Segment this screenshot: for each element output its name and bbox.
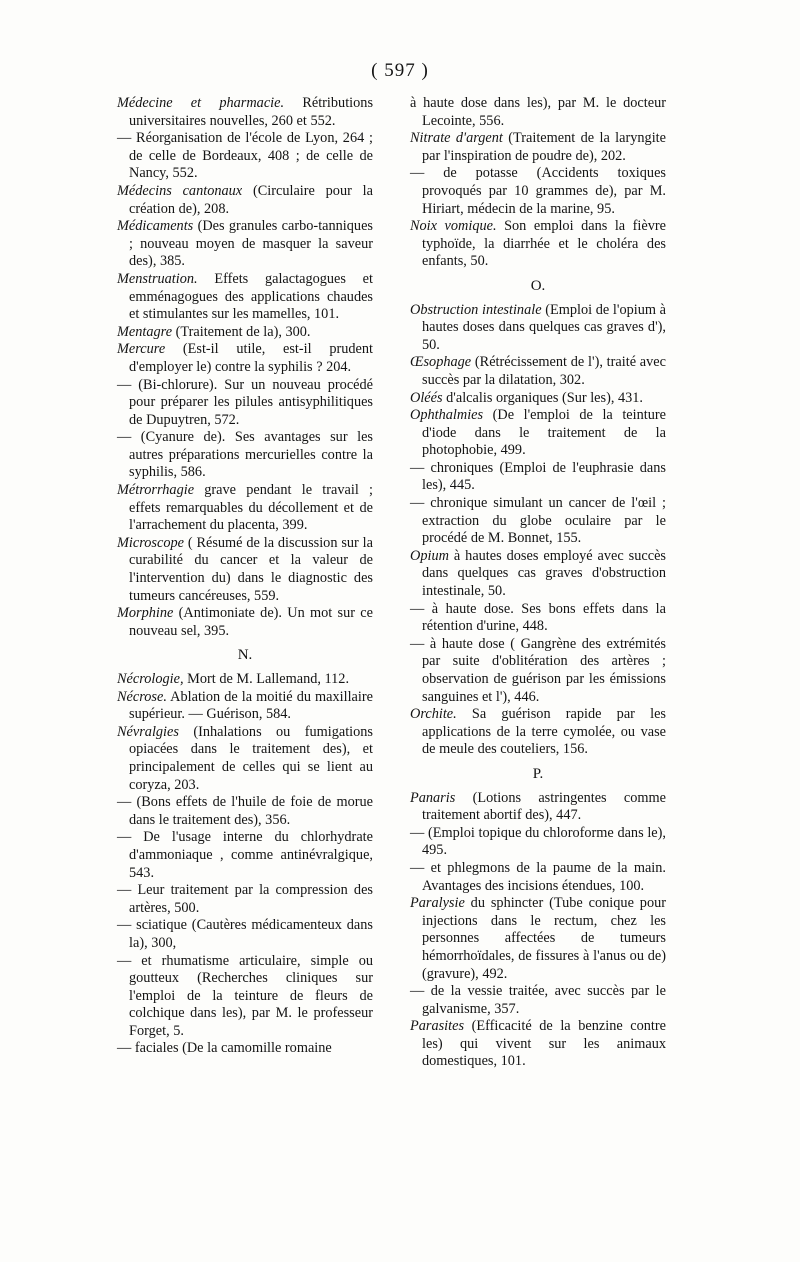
index-entry [410, 825, 666, 860]
index-entry-text: grave pendant le travail ; effets remarquables du décollement et de l'arrachement du placenta, 399. [129, 482, 373, 534]
index-entry [410, 1018, 666, 1071]
index-entry [410, 460, 666, 495]
index-entry [117, 95, 373, 130]
index-entry-text: à haute dose dans les), par M. le docteur Lecointe, 556. [410, 95, 666, 129]
index-entry-text: — (Cyanure de). Ses avantages sur les autres préparations mercurielles contre la syphilis, 586. [117, 429, 373, 481]
index-entry [410, 407, 666, 460]
index-entry [410, 218, 666, 271]
index-term: Métrorrhagie [117, 482, 195, 499]
index-entry [117, 341, 373, 376]
index-entry [410, 165, 666, 218]
index-entry-text: — sciatique (Cautères médicamenteux dans la), 300, [117, 917, 373, 951]
index-entry [117, 689, 373, 724]
index-entry-text: — (Bons effets de l'huile de foie de morue dans le traitement des), 356. [117, 794, 373, 828]
index-term: Morphine [117, 605, 174, 622]
index-entry-text: — (Bi-chlorure). Sur un nouveau procédé pour préparer les pilules antisyphilitiques de Dupuytren, 572. [117, 376, 373, 428]
index-entry-text: (Antimoniate de). Un mot sur ce nouveau sel, 395. [129, 605, 373, 639]
index-entry [117, 917, 373, 952]
index-entry [410, 860, 666, 895]
index-entry [410, 895, 666, 983]
index-entry-text: d'alcalis organiques (Sur les), 431. [442, 389, 644, 406]
index-entry-text: Son emploi dans la fièvre typhoïde, la diarrhée et le choléra des enfants, 50. [422, 218, 666, 270]
index-entry [117, 605, 373, 640]
index-entry [410, 354, 666, 389]
right-column [410, 95, 666, 1071]
index-term: Panaris [410, 789, 456, 806]
index-entry [410, 130, 666, 165]
page-number: ( 597 ) [371, 60, 429, 81]
index-entry [410, 983, 666, 1018]
index-entry-text: Effets galactagogues et emménagogues des applications chaudes et stimulantes sur les mamelles, 101. [129, 270, 373, 323]
index-term: Médecins cantonaux [117, 182, 243, 199]
index-entry [117, 218, 373, 271]
index-entry-text: — et phlegmons de la paume de la main. Avantages des incisions étendues, 100. [410, 859, 666, 894]
index-term: Menstruation. [117, 270, 198, 287]
index-term: Mercure [117, 341, 166, 358]
index-entry [117, 535, 373, 605]
section-letter: N. [237, 647, 253, 664]
index-term: Nécrose. [117, 688, 167, 705]
index-term: Parasites [410, 1018, 465, 1035]
index-entry [117, 794, 373, 829]
index-term: Œsophage [410, 354, 472, 371]
index-entry [410, 390, 666, 408]
index-term: Nitrate d'argent [410, 130, 503, 147]
index-entry [117, 882, 373, 917]
index-entry-text: — et rhumatisme articulaire, simple ou goutteux (Recherches cliniques sur l'emploi de la teinture de fleurs de colchique dans les), par M. le professeur Forget, 5. [117, 952, 373, 1039]
index-entry [410, 95, 666, 130]
index-term: Microscope [117, 534, 184, 551]
index-entry-text: (Traitement de la laryngite par l'inspiration de poudre de), 202. [422, 130, 666, 164]
index-entry-text: (Lotions astringentes comme traitement abortif des), 447. [422, 789, 666, 824]
index-entry [410, 636, 666, 706]
index-entry [117, 829, 373, 882]
index-entry-text: — De l'usage interne du chlorhydrate d'ammoniaque , comme antinévralgique, 543. [117, 829, 373, 881]
index-term: Médicaments [117, 218, 194, 235]
index-entry-text: — de la vessie traitée, avec succès par le galvanisme, 357. [410, 983, 666, 1017]
index-entry [410, 302, 666, 355]
index-term: Mentagre [117, 323, 173, 340]
index-entry-text: — Réorganisation de l'école de Lyon, 264 ; de celle de Bordeaux, 408 ; de celle de Nancy, 552. [117, 130, 373, 182]
index-entry [117, 130, 373, 183]
index-entry [410, 601, 666, 636]
index-term: Névralgies [117, 723, 179, 740]
index-entry-text: Rétributions universitaires nouvelles, 260 et 552. [129, 95, 374, 129]
index-entry [117, 324, 373, 342]
index-entry [117, 271, 373, 324]
index-entry-text: du sphincter (Tube conique pour injections dans le rectum, chez les personnes affectées de tumeurs hémorrhoïdales, de fissures à l'anus ou de) (gravure), 492. [422, 895, 666, 982]
index-entry-text: (Rétrécissement de l'), traité avec succès par la dilatation, 302. [422, 354, 666, 388]
index-entry [117, 724, 373, 794]
index-entry-text: (Des granules carbo-tanniques ; nouveau moyen de masquer la saveur des), 385. [129, 218, 373, 270]
index-entry-text: — à haute dose. Ses bons effets dans la rétention d'urine, 448. [410, 600, 666, 635]
index-entry-text: — de potasse (Accidents toxiques provoqués par 10 grammes de), par M. Hiriart, médecin de la marine, 95. [410, 165, 666, 217]
index-entry-text: (Emploi de l'opium à hautes doses dans quelques cas graves d'), 50. [422, 301, 666, 353]
index-entry-text: — (Emploi topique du chloroforme dans le), 495. [410, 824, 666, 859]
section-letter: P. [532, 765, 544, 782]
index-entry [117, 671, 373, 689]
index-term: Nécrologie, [117, 671, 184, 687]
index-entry [117, 1040, 373, 1058]
index-entry-text: — Leur traitement par la compression des artères, 500. [117, 882, 373, 916]
index-entry-text: — faciales (De la camomille romaine [117, 1040, 332, 1057]
index-entry-text: (De l'emploi de la teinture d'iode dans le traitement de la photophobie, 499. [422, 407, 666, 459]
index-entry-text: (Est-il utile, est-il prudent d'employer le) contre la syphilis ? 204. [129, 341, 373, 375]
index-entry-text: Ablation de la moitié du maxillaire supérieur. — Guérison, 584. [129, 688, 373, 723]
section-letter: O. [530, 277, 546, 294]
index-entry [117, 377, 373, 430]
index-entry [410, 495, 666, 548]
index-term: Obstruction intestinale [410, 301, 542, 318]
index-entry-text: (Efficacité de la benzine contre les) qui vivent sur les animaux domestiques, 101. [422, 1018, 666, 1070]
index-entry-text: — chroniques (Emploi de l'euphrasie dans les), 445. [410, 459, 666, 494]
index-term: Ophthalmies [410, 407, 484, 424]
index-entry-text: — chronique simulant un cancer de l'œil ; extraction du globe oculaire par le procédé de M. Bonnet, 155. [410, 495, 666, 547]
index-entry [117, 429, 373, 482]
index-entry-text: (Circulaire pour la création de), 208. [129, 182, 373, 217]
index-entry-text: — à haute dose ( Gangrène des extrémités par suite d'oblitération des artères ; observation de guérison par les émissions sanguines et l'), 446. [410, 635, 666, 705]
index-entry [117, 482, 373, 535]
index-entry [410, 548, 666, 601]
index-term: Paralysie [410, 895, 465, 912]
index-entry [117, 183, 373, 218]
index-entry-text: à hautes doses employé avec succès dans quelques cas graves d'obstruction intestinale, 50. [422, 547, 666, 600]
index-term: Médecine et pharmacie. [117, 95, 285, 111]
index-entry-text: Sa guérison rapide par les applications de la terre cymolée, ou vase de meule des couteliers, 156. [422, 706, 666, 758]
index-entry [410, 790, 666, 825]
index-term: Oléés [410, 389, 443, 406]
index-entry [410, 706, 666, 759]
index-entry-text: (Inhalations ou fumigations opiacées dans le traitement des), et principalement de celles qui se lient au coryza, 203. [129, 723, 373, 793]
left-column [117, 95, 373, 1058]
index-term: Noix vomique. [410, 218, 497, 235]
index-entry-text: ( Résumé de la discussion sur la curabilité du cancer et la valeur de l'intervention du) dans le diagnostic des tumeurs cancéreuses, 559. [129, 534, 373, 604]
index-term: Orchite. [410, 706, 457, 723]
index-term: Opium [410, 547, 449, 564]
index-entry-text: Mort de M. Lallemand, 112. [183, 671, 350, 687]
index-entry [117, 953, 373, 1041]
index-entry-text: (Traitement de la), 300. [172, 323, 311, 340]
